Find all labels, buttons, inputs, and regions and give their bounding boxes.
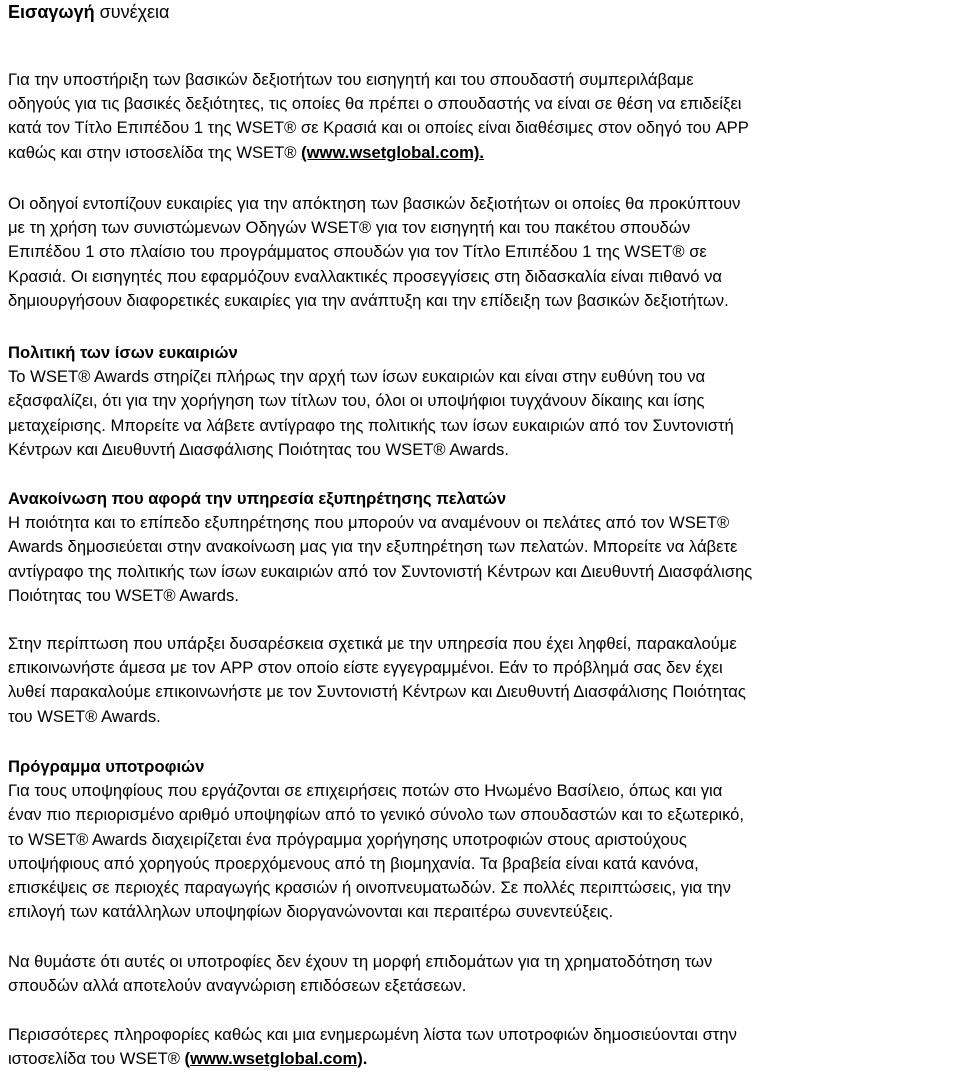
reminder-line: σπουδών αλλά αποτελούν αναγνώριση επιδόσεων εξετάσεων.	[8, 976, 467, 996]
intro-paragraph	[8, 68, 952, 165]
equal-opportunities-heading: Πολιτική των ίσων ευκαιριών	[8, 343, 238, 362]
sponsorship-line: έναν πιο περιορισμένο αριθμό υποψηφίων από το γενικό σύνολο των σπουδαστών και το εξωτερικό,	[8, 805, 745, 825]
equal-opportunities-section	[8, 341, 952, 462]
complaints-line: του WSET® Awards.	[8, 706, 161, 726]
sponsorship-line: το WSET® Awards διαχειρίζεται ένα πρόγραμμα χορήγησης υποτροφιών στους αριστούχους	[8, 829, 687, 849]
intro-line: Για την υποστήριξη των βασικών δεξιοτήτων του εισηγητή και του σπουδαστή συμπεριλάβαμε	[8, 70, 694, 89]
customer-service-line: Awards δημοσιεύεται στην ανακοίνωση μας για την εξυπηρέτηση των πελατών. Μπορείτε να λάβετε	[8, 537, 738, 557]
reminder-paragraph	[8, 950, 952, 998]
more-info-paragraph	[8, 1023, 952, 1071]
customer-service-line: Ποιότητας του WSET® Awards.	[8, 585, 239, 605]
more-info-last-prefix: ιστοσελίδα του WSET®	[8, 1049, 185, 1069]
intro-line: οδηγούς για τις βασικές δεξιότητες, τις οποίες θα πρέπει ο σπουδαστής να είναι σε θέση να επιδείξει	[8, 94, 742, 114]
more-info-paren-open: (	[184, 1049, 191, 1069]
guides-paragraph	[8, 192, 952, 313]
sponsorship-section	[8, 755, 952, 924]
wset-website-link[interactable]: (www.wsetglobal.com).	[301, 142, 484, 162]
sponsorship-line: Για τους υποψηφίους που εργάζονται σε επιχειρήσεις ποτών στο Ηνωμένο Βασίλειο, όπως και για	[8, 781, 723, 801]
sponsorship-heading: Πρόγραμμα υποτροφιών	[8, 757, 205, 776]
wset-website-link-footer[interactable]: www.wsetglobal.com	[190, 1049, 358, 1069]
customer-service-line: Η ποιότητα και το επίπεδο εξυπηρέτησης που μπορούν να αναμένουν οι πελάτες από τον WSET®	[8, 513, 730, 533]
intro-last-prefix: καθώς και στην ιστοσελίδα της WSET®	[8, 142, 302, 162]
sponsorship-line: επισκέψεις σε περιοχές παραγωγής κρασιών ή οινοπνευματωδών. Σε πολλές περιπτώσεις, για την	[8, 878, 731, 898]
more-info-line-last	[8, 1047, 952, 1071]
page-title-strong: Εισαγωγή	[8, 2, 95, 22]
guides-line: με τη χρήση των συνιστώμενων Οδηγών WSET® για τον εισηγητή και του πακέτου σπουδών	[8, 218, 691, 238]
customer-service-heading: Ανακοίνωση που αφορά την υπηρεσία εξυπηρέτησης πελατών	[8, 489, 507, 508]
equal-opportunities-line: Κέντρων και Διευθυντή Διασφάλισης Ποιότητας του WSET® Awards.	[8, 439, 509, 459]
complaints-line: λυθεί παρακαλούμε επικοινωνήστε με τον Συντονιστή Κέντρων και Διευθυντή Διασφάλισης Ποιότητας	[8, 682, 746, 702]
complaints-line: επικοινωνήστε άμεσα με τον APP στον οποίο είστε εγγεγραμμένοι. Εάν το πρόβλημά σας δεν έχει	[8, 658, 723, 678]
customer-service-section	[8, 487, 952, 608]
intro-line-last	[8, 141, 952, 165]
complaints-line: Στην περίπτωση που υπάρξει δυσαρέσκεια σχετικά με την υπηρεσία που έχει ληφθεί, παρακαλούμε	[8, 634, 737, 653]
page-title	[8, 0, 169, 24]
reminder-line: Να θυμάστε ότι αυτές οι υποτροφίες δεν έχουν τη μορφή επιδομάτων για τη χρηματοδότηση των	[8, 952, 713, 971]
complaints-paragraph	[8, 632, 952, 729]
sponsorship-line: υποψήφιους από χορηγούς προερχόμενους από τη βιομηχανία. Τα βραβεία είναι κατά κανόνα,	[8, 853, 699, 873]
page-title-rest: συνέχεια	[94, 2, 170, 22]
more-info-line: Περισσότερες πληροφορίες καθώς και μια ενημερωμένη λίστα των υποτροφιών δημοσιεύονται στην	[8, 1025, 737, 1044]
intro-line: κατά τον Τίτλο Επιπέδου 1 της WSET® σε Κρασιά και οι οποίες είναι διαθέσιμες στον οδηγό του APP	[8, 118, 749, 138]
equal-opportunities-line: εξασφαλίζει, ότι για την χορήγηση των τίτλων του, όλοι οι υποψήφιοι τυγχάνουν δίκαιης και ίσης	[8, 391, 705, 411]
equal-opportunities-line: Το WSET® Awards στηρίζει πλήρως την αρχή των ίσων ευκαιριών και είναι στην ευθύνη του να	[8, 367, 706, 387]
more-info-paren-close: ).	[357, 1049, 368, 1069]
guides-line: Επιπέδου 1 στο πλαίσιο του προγράμματος σπουδών για τον Τίτλο Επιπέδου 1 της WSET® σε	[8, 242, 707, 262]
sponsorship-line: επιλογή των κατάλληλων υποψηφίων διοργανώνονται και περαιτέρω συνεντεύξεις.	[8, 902, 614, 922]
customer-service-line: αντίγραφο της πολιτικής των ίσων ευκαιριών από τον Συντονιστή Κέντρων και Διευθυντή Διασφάλισης	[8, 561, 753, 581]
equal-opportunities-line: μεταχείρισης. Μπορείτε να λάβετε αντίγραφο της πολιτικής των ίσων ευκαιριών από τον Συντονιστή	[8, 415, 734, 435]
guides-line: Οι οδηγοί εντοπίζουν ευκαιρίες για την απόκτηση των βασικών δεξιοτήτων οι οποίες θα προκύπτουν	[8, 194, 741, 213]
guides-line: δημιουργήσουν διαφορετικές ευκαιρίες για την ανάπτυξη και την επίδειξη των βασικών δεξιοτήτων.	[8, 290, 729, 310]
guides-line: Κρασιά. Οι εισηγητές που εφαρμόζουν εναλλακτικές προσεγγίσεις στη διδασκαλία είναι πιθανό να	[8, 266, 723, 286]
